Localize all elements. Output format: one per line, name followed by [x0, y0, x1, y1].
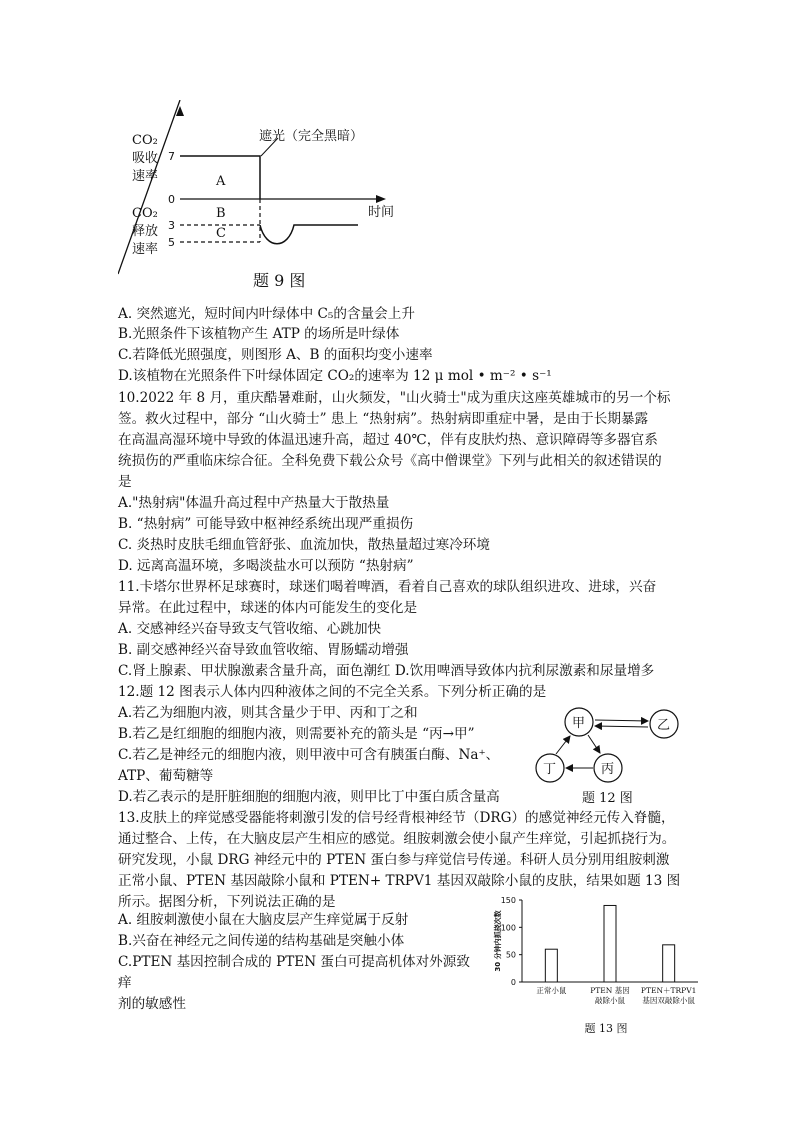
q10-option-b: B. “热射病” 可能导致中枢神经系统出现严重损伤	[118, 516, 414, 532]
region-b: B	[216, 206, 226, 221]
y-tick-3: 3	[168, 219, 175, 232]
q13-stem-1: 13.皮肤上的痒觉感受器能将刺激引发的信号经背根神经节（DRG）的感觉神经元传入脊髓，	[118, 810, 675, 826]
q13-option-c-cont: 痒	[118, 975, 132, 991]
q9-option-c: C.若降低光照强度，则图形 A、B 的面积均变小速率	[118, 347, 433, 363]
q11-stem-1: 11.卡塔尔世界杯足球赛时，球迷们喝着啤酒，看着自己喜欢的球队组织进攻、进球，兴奋	[118, 579, 657, 595]
chart13-bar	[545, 949, 557, 982]
q10-option-d: D. 远离高温环境，多喝淡盐水可以预防 “热射病”	[118, 558, 414, 574]
q10-stem-2: 签。救火过程中，部分 “山火骑士” 患上 “热射病”。热射病即重症中暑，是由于长期暴露	[118, 411, 649, 427]
figure-9	[118, 100, 418, 296]
chart13-ytick-label: 100	[500, 923, 516, 933]
node-jia-label: 甲	[572, 716, 586, 731]
release-label-2: 释放	[132, 224, 159, 239]
figure-12	[526, 702, 696, 808]
chart13-ytick-label: 0	[510, 978, 516, 987]
figure-13-chart	[478, 890, 708, 1040]
time-label: 时间	[368, 205, 395, 220]
y-tick-0: 0	[168, 193, 175, 206]
release-label-1: CO₂	[132, 206, 158, 221]
q10-stem-1: 10.2022 年 8 月，重庆酷暑难耐，山火频发，"山火骑士"成为重庆这座英雄城市的另一个标	[118, 390, 671, 406]
region-a: A	[216, 174, 226, 189]
chart13-y-label: 30 分钟内抓挠次数	[494, 910, 502, 972]
dark-curve	[260, 225, 358, 244]
q10-stem-3: 在高温高湿环境中导致的体温迅速升高，超过 40℃，伴有皮肤灼热、意识障碍等多器官系	[118, 432, 658, 448]
q10-option-c: C. 炎热时皮肤毛细血管舒张、血流加快，散热量超过寒冷环境	[118, 537, 490, 553]
absorb-label-1: CO₂	[132, 133, 158, 148]
q12-option-d: D.若乙表示的是肝脏细胞的细胞内液，则甲比丁中蛋白质含量高	[118, 789, 500, 805]
q11-stem-2: 异常。在此过程中，球迷的体内可能发生的变化是	[118, 600, 418, 616]
q13-stem-5: 所示。据图分析，下列说法正确的是	[118, 894, 336, 910]
region-c: C	[216, 226, 226, 241]
q9-option-d: D.该植物在光照条件下叶绿体固定 CO₂的速率为 12 μ mol • m⁻² • s⁻¹	[118, 368, 552, 384]
q12-option-b: B.若乙是红细胞的细胞内液，则需要补充的箭头是 “丙→甲”	[118, 726, 475, 742]
arrow-yi-jia	[595, 726, 648, 727]
chart13-category-label: 基因双敲除小鼠	[642, 996, 695, 1005]
chart13-category-label: 正常小鼠	[536, 986, 567, 995]
shading-note: 遮光（完全黑暗）	[259, 129, 364, 144]
q11-option-cd: C.肾上腺素、甲状腺激素含量升高，面色潮红 D.饮用啤酒导致体内抗利尿激素和尿量增多	[118, 663, 655, 679]
fig13-caption: 题 13 图	[584, 1022, 628, 1035]
node-yi-label: 乙	[657, 718, 671, 733]
arrow-jia-yi	[595, 720, 648, 721]
q11-option-b: B. 副交感神经兴奋导致血管收缩、胃肠蠕动增强	[118, 642, 409, 658]
node-ding-label: 丁	[543, 762, 557, 777]
q12-option-c: C.若乙是神经元的细胞内液，则甲液中可含有胰蛋白酶、Na⁺、	[118, 747, 500, 763]
q12-stem: 12.题 12 图表示人体内四种液体之间的不完全关系。下列分析正确的是	[118, 684, 547, 700]
q13-option-c-cont2: 剂的敏感性	[118, 996, 186, 1012]
q13-option-b: B.兴奋在神经元之间传递的结构基础是突触小体	[118, 933, 405, 949]
q13-stem-2: 通过整合、上传，在大脑皮层产生相应的感觉。组胺刺激会使小鼠产生痒觉，引起抓挠行为。	[118, 831, 676, 847]
q10-stem-4: 统损伤的严重临床综合征。全科免费下载公众号《高中僧课堂》下列与此相关的叙述错误的	[118, 453, 662, 469]
chart13-bar	[663, 945, 675, 982]
node-bing-label: 丙	[601, 762, 615, 777]
q9-option-b: B.光照条件下该植物产生 ATP 的场所是叶绿体	[118, 326, 400, 342]
y-tick-5: 5	[168, 236, 175, 249]
chart13-ytick-label: 50	[505, 950, 516, 960]
y-tick-7: 7	[168, 150, 175, 163]
q13-option-c: C.PTEN 基因控制合成的 PTEN 蛋白可提高机体对外源致	[118, 954, 470, 970]
chart13-ytick-label: 150	[500, 896, 516, 905]
q9-option-a: A. 突然遮光，短时间内叶绿体中 C₅的含量会上升	[118, 306, 415, 322]
q13-stem-4: 正常小鼠、PTEN 基因敲除小鼠和 PTEN+ TRPV1 基因双敲除小鼠的皮肤，结果如题 13 图	[118, 873, 681, 889]
fig9-caption: 题 9 图	[253, 271, 306, 290]
arrow-jia-bing	[588, 735, 600, 753]
arrow-ding-jia	[556, 736, 570, 754]
chart13-category-label: 敲除小鼠	[595, 996, 625, 1005]
q10-option-a: A."热射病"体温升高过程中产热量大于散热量	[118, 495, 390, 511]
absorb-label-2: 吸收	[132, 151, 159, 166]
q11-option-a: A. 交感神经兴奋导致支气管收缩、心跳加快	[118, 621, 382, 637]
absorb-label-3: 速率	[132, 169, 159, 184]
q12-option-a: A.若乙为细胞内液，则其含量少于甲、丙和丁之和	[118, 705, 418, 721]
q10-stem-5: 是	[118, 474, 132, 490]
q13-option-a: A. 组胺刺激使小鼠在大脑皮层产生痒觉属于反射	[118, 912, 409, 928]
q12-option-c-cont: ATP、葡萄糖等	[118, 768, 214, 784]
chart13-category-label: PTEN＋TRPV1	[640, 986, 697, 995]
q13-stem-3: 研究发现，小鼠 DRG 神经元中的 PTEN 蛋白参与痒觉信号传递。科研人员分别用组胺刺激	[118, 852, 670, 868]
x-axis-arrow	[376, 195, 386, 203]
release-label-3: 速率	[132, 242, 159, 257]
chart13-bar	[604, 905, 616, 982]
fig12-caption: 题 12 图	[582, 791, 633, 806]
chart13-category-label: PTEN 基因	[590, 986, 630, 995]
